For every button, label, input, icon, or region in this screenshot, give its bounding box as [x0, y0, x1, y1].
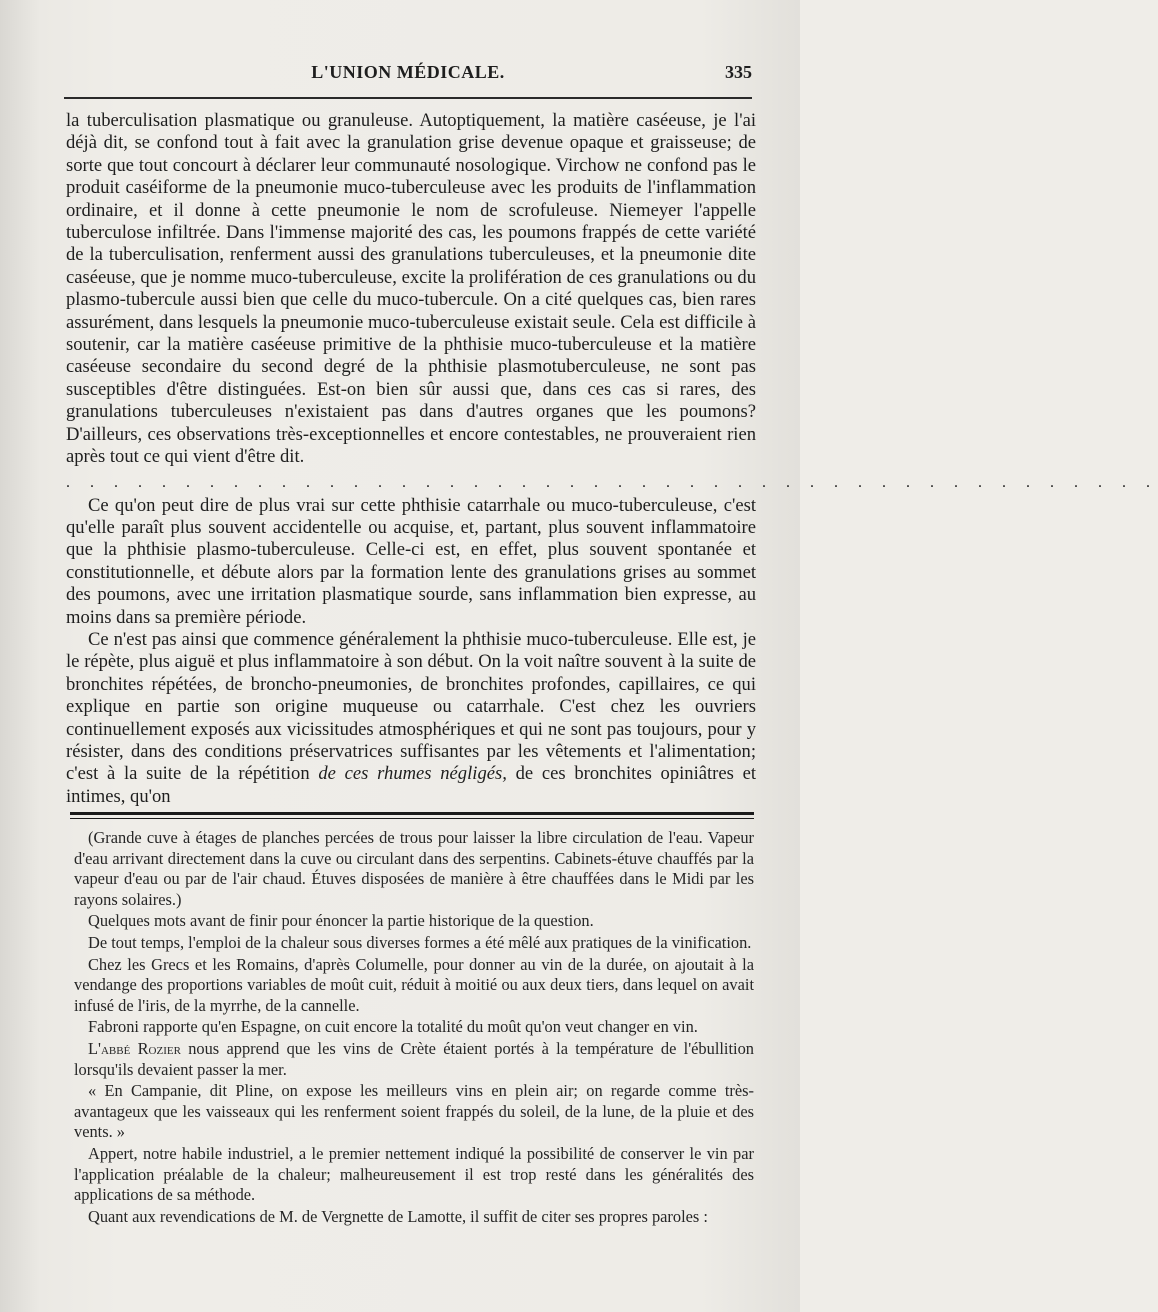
- feuilleton-paragraph-4: Chez les Grecs et les Romains, d'après Columelle, pour donner au vin de la durée, on ajoutait à la vendange des proportions variables de moût cuit, réduit à moitié ou aux deux tiers, dans lequel on avait infusé de l'iris, de la myrrhe, de la cannelle.: [74, 954, 754, 1015]
- paragraph-3-end: de ces bronchites opiniâtres et intimes, qu'on: [66, 763, 756, 807]
- feuilleton-paragraph-9: Quant aux revendications de M. de Vergnette de Lamotte, il suffit de citer ses propres paroles :: [88, 1206, 708, 1226]
- page-header: [64, 62, 752, 92]
- feuilleton-paragraph-2: Quelques mots avant de finir pour énoncer la partie historique de la question.: [88, 911, 594, 931]
- running-title: L'UNION MÉDICALE.: [311, 62, 505, 82]
- feuilleton-section: [74, 828, 754, 1228]
- feuilleton-paragraph-7: « En Campanie, dit Pline, on expose les meilleurs vins en plein air; on regarde comme très-avantageux que les vaisseaux qui les renferment soient frappés du soleil, de la lune, de la pluie et des vents. »: [74, 1081, 754, 1142]
- feuilleton-rule-thick: [70, 812, 754, 815]
- paragraph-3: [66, 629, 756, 808]
- dotted-separator: . . . . . . . . . . . . . . . . . . . . . . . . . . . . . . . . . . . . . . . . . . . . . .: [66, 473, 1158, 491]
- feuilleton-paragraph-5: Fabroni rapporte qu'en Espagne, on cuit encore la totalité du moût qu'on veut changer en vin.: [88, 1017, 698, 1037]
- author-name: L'abbé Rozier: [88, 1038, 181, 1058]
- paragraph-1: la tuberculisation plasmatique ou granuleuse. Autoptiquement, la matière caséeuse, je l'ai déjà dit, se confond tout à fait avec la granulation grise devenue opaque et graisseuse; de sorte que tout concourt à déclarer leur communauté nosologique. Virchow ne confond pas le produit caséiforme de la pneumonie muco-tuberculeuse avec les produits de l'inflammation ordinaire, et il donne à cette pneumonie le nom de scrofuleuse. Niemeyer l'appelle tuberculose infiltrée. Dans l'immense majorité des cas, les poumons frappés de cette variété de la tuberculisation, renferment aussi des granulations tuberculeuses, et la pneumonie dite caséeuse, que je nomme muco-tuberculeuse, excite la prolifération de ces granulations ou du plasmo-tubercule aussi bien que celle du muco-tubercule. On a cité quelques cas, bien rares assurément, dans lesquels la pneumonie muco-tuberculeuse existait seule. Cela est difficile à soutenir, car la matière caséeuse primitive de la phthisie muco-tuberculeuse et la matière caséeuse secondaire du second degré de la phthisie plasmotuberculeuse, ne sont pas susceptibles d'être distinguées. Est-on bien sûr aussi que, dans ces cas si rares, des granulations tuberculeuses n'existaient pas dans d'autres organes que les poumons? D'ailleurs, ces observations très-exceptionnelles et encore contestables, ne prouveraient rien après tout ce qui vient d'être dit.: [66, 110, 756, 468]
- paragraph-2: Ce qu'on peut dire de plus vrai sur cette phthisie catarrhale ou muco-tuberculeuse, c'est qu'elle paraît plus souvent accidentelle ou acquise, et, partant, plus souvent inflammatoire que la phthisie plasmo-tuberculeuse. Celle-ci est, en effet, plus souvent spontanée et constitutionnelle, et débute alors par la formation lente des granulations grises au sommet des poumons, avec une irritation plasmatique sourde, sans inflammation bien expresse, au moins dans sa première période.: [66, 494, 756, 628]
- feuilleton-paragraph-6: [74, 1039, 754, 1080]
- header-rule: [64, 97, 752, 99]
- feuilleton-paragraph-3: De tout temps, l'emploi de la chaleur sous diverses formes a été mêlé aux pratiques de la vinification.: [88, 932, 752, 952]
- page-number: 335: [725, 62, 752, 82]
- paragraph-3-start: Ce n'est pas ainsi que commence généralement la phthisie muco-tuberculeuse. Elle est, je le répète, plus aiguë et plus inflammatoire à son début. On la voit naître souvent à la suite de bronchites répétées, de broncho-pneumonies, de bronchites profondes, capillaires, ce qui explique en partie son origine muqueuse ou catarrhale. C'est chez les ouvriers continuellement exposés aux vicissitudes atmosphériques et qui ne sont pas toujours, pour y résister, dans des conditions préservatrices suffisantes par les vêtements et l'alimentation; c'est à la suite de la répétition: [66, 628, 756, 785]
- feuilleton-rule-thin: [70, 818, 754, 819]
- feuilleton-paragraph-6-rest: nous apprend que les vins de Crète étaient portés à la température de l'ébullition lorsqu'ils devaient passer la mer.: [74, 1038, 754, 1079]
- paragraph-3-italic: de ces rhumes négligés,: [318, 763, 507, 785]
- feuilleton-paragraph-8: Appert, notre habile industriel, a le premier nettement indiqué la possibilité de conserver le vin par l'application préalable de la chaleur; malheureusement il est trop resté dans les généralités des applications de sa méthode.: [74, 1143, 754, 1205]
- feuilleton-paragraph-1: (Grande cuve à étages de planches percées de trous pour laisser la libre circulation de l'eau. Vapeur d'eau arrivant directement dans la cuve ou circulant dans des serpentins. Cabinets-étuve chauffés par la vapeur d'eau ou par de l'air chaud. Étuves disposées de manière à être chauffées dans le Midi par les rayons solaires.): [74, 828, 754, 909]
- main-article: [66, 110, 1158, 808]
